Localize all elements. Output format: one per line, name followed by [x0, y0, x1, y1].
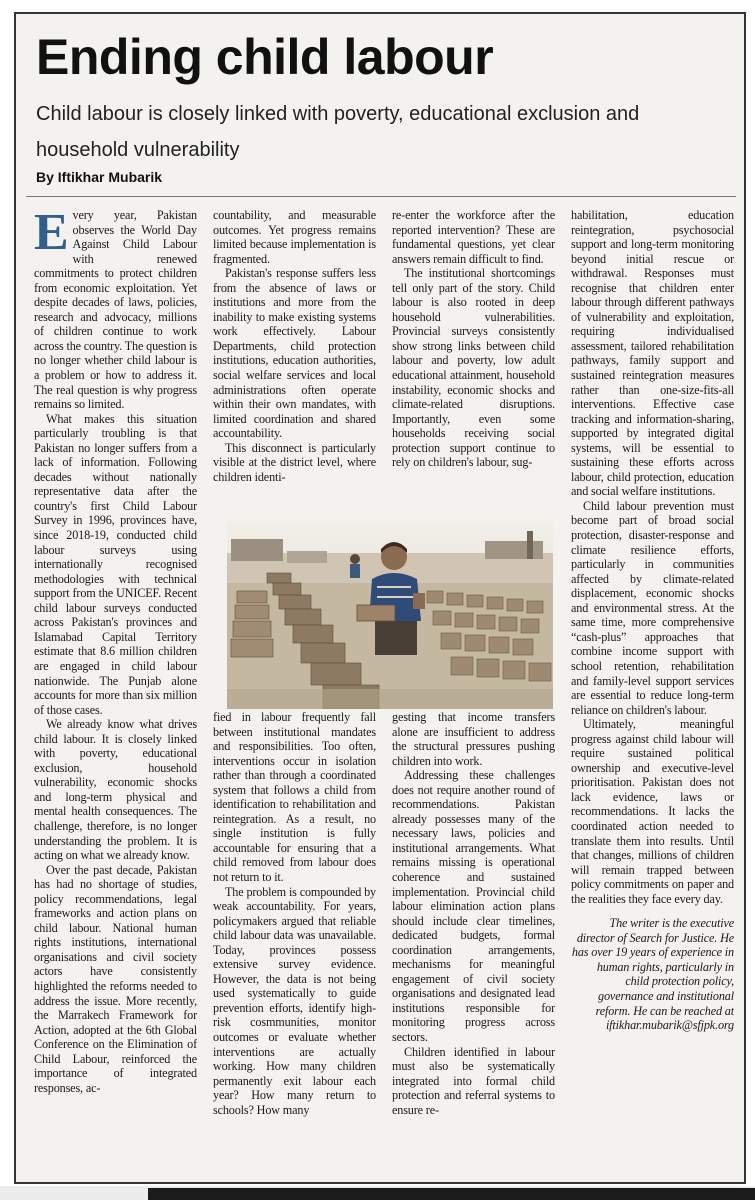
column-4 — [571, 208, 734, 1174]
paragraph: Child labour prevention must become part of broad social protection, disaster-response and climate resilience efforts, particularly in communities affected by climate-related displacement, economic shocks and environmental stress. At the same time, more comprehensive “cash-plus” approaches that combine income support with school retention, rehabilitation and family-level support services are essential to reduce long-term reliance on children's labour. — [571, 498, 734, 717]
intro-paragraph — [34, 208, 197, 412]
paragraph: habilitation, education reintegration, psychosocial support and long-term monitoring beyond initial rescue or withdrawal. Responses must recognise that children enter labour through different pathways of vulnerability and exploitation, requiring individualised assessment, tailored rehabilitation pathways, family support and sustained reintegration measures rather than one-size-fits-all interventions. Effective case tracking and information-sharing, supported by integrated digital systems, will be essential to sustaining these efforts across labour, child protection, education and social welfare institutions. — [571, 208, 734, 499]
paragraph: This disconnect is particularly visible at the district level, where children identi- — [213, 440, 376, 484]
intro-text: very year, Pakistan observes the World Day Against Child Labour with renewed commitments to protect children from economic exploitation. Yet despite decades of laws, policies, research and advocacy, millions of children continue to work across the country. The question is no longer whether child labour is a problem or how to address it. The real question is why progress remains so limited. — [34, 208, 197, 412]
author-note: The writer is the executive director of Search for Justice. He has over 19 years of experience in human rights, particularly in child protection policy, governance and institutional reform. He can be reached at iftikhar.mubarik@sfjpk.org — [571, 916, 734, 1033]
paragraph: What makes this situation particularly troubling is that Pakistan no longer suffers from a lack of information. Following decades without nationally representative data after the country's first Child Labour Survey in 1996, provinces have, since 2018-19, conducted child labour surveys using internationally recognised methodologies with technical support from the UNICEF. Recent child labour surveys conducted across Pakistan's provinces and Islamabad Capital Territory estimate that 8.6 million children are engaged in child labour nationwide. The Punjab alone accounts for more than six million of those cases. — [34, 411, 197, 717]
paragraph: Over the past decade, Pakistan has had no shortage of studies, policy recommendations, legal frameworks and action plans on child labour. National human rights institutions, international organisations and civil society actors have consistently highlighted the reforms needed to address the issue. More recently, the Marrakech Framework for Action, adopted at the 6th Global Conference on the Elimination of Child Labour, reinforced the importance of integrated responses, ac- — [34, 862, 197, 1095]
paragraph: re-enter the workforce after the reported intervention? These are fundamental questions, yet clear answers remain difficult to find. — [392, 208, 555, 266]
paragraph: countability, and measurable outcomes. Yet progress remains limited because implementation is fragmented. — [213, 208, 376, 266]
paragraph: The institutional shortcomings tell only part of the story. Child labour is also rooted in deep household vulnerabilities. Provincial surveys consistently show strong links between child labour and poverty, low adult educational attainment, household instability, economic shocks and climate-related disruptions. Importantly, even some households receiving social protection support continue to rely on children's labour, sug- — [392, 266, 555, 470]
paragraph: Children identified in labour must also be systematically integrated into formal child protection and referral systems to ensure re- — [392, 1044, 555, 1117]
subheadline: Child labour is closely linked with poverty, educational exclusion and household vulnerability — [36, 103, 640, 161]
paragraph: Pakistan's response suffers less from the absence of laws or institutions and more from the inability to make existing systems work effectively. Labour Departments, child protection institutions, education authorities, social welfare services and local administrations often operate within their own mandates, with limited coordination and shared accountability. — [213, 266, 376, 441]
headline: Ending child labour — [36, 29, 494, 85]
paragraph: Ultimately, meaningful progress against child labour will require sustained political ownership and executive-level prioritisation. Pakistan does not lack evidence, laws or recommendations. It lacks the coordinated action needed to translate them into results. Until that changes, millions of children will remain trapped between policy commitments on paper and the realities they face every day. — [571, 717, 734, 906]
paragraph: fied in labour frequently fall between institutional mandates and responsibilities. Too often, interventions occur in isolation rather than through a coordinated system that follows a child from identification to rehabilitation and reintegration. As a result, no single institution is fully accountable for ensuring that a child removed from labour does not return to it. — [213, 710, 376, 885]
paragraph: The problem is compounded by weak accountability. For years, policymakers argued that reliable child labour data was unavailable. Today, provinces possess extensive survey evidence. However, the data is not being used systematically to guide prevention efforts, identify high-risk cosmmunities, monitor outcomes or evaluate whether interventions are actually working. How many children permanently exit labour each year? How many return to schools? How many — [213, 884, 376, 1117]
paragraph: We already know what drives child labour. It is closely linked with poverty, educational exclusion, household vulnerability, economic shocks and long-term physical and mental health consequences. The challenge, therefore, is no longer understanding the problem. It is acting on what we already know. — [34, 717, 197, 863]
drop-cap: E — [34, 208, 69, 261]
header-divider — [26, 196, 736, 197]
column-1 — [34, 208, 197, 1174]
paragraph: gesting that income transfers alone are insufficient to address the structural pressures pushing children into work. — [392, 710, 555, 768]
byline: By Iftikhar Mubarik — [36, 169, 163, 185]
brick-kiln-child-photo — [227, 521, 553, 709]
image-bottom-edge — [0, 1186, 755, 1200]
column-3-bottom — [392, 710, 555, 1174]
paragraph: Addressing these challenges does not require another round of recommendations. Pakistan already possesses many of the necessary laws, policies and institutional arrangements. What remains missing is operational coherence and sustained implementation. Provincial child labour elimination action plans should include clear timelines, dedicated budgets, formal coordination arrangements, mechanisms for meaningful engagement of civil society organisations and designated lead institutions responsible for monitoring progress across sectors. — [392, 768, 555, 1045]
dark-edge-strip — [148, 1188, 755, 1200]
article-photo — [227, 521, 553, 709]
newspaper-page — [14, 12, 746, 1184]
column-2-bottom — [213, 710, 376, 1174]
